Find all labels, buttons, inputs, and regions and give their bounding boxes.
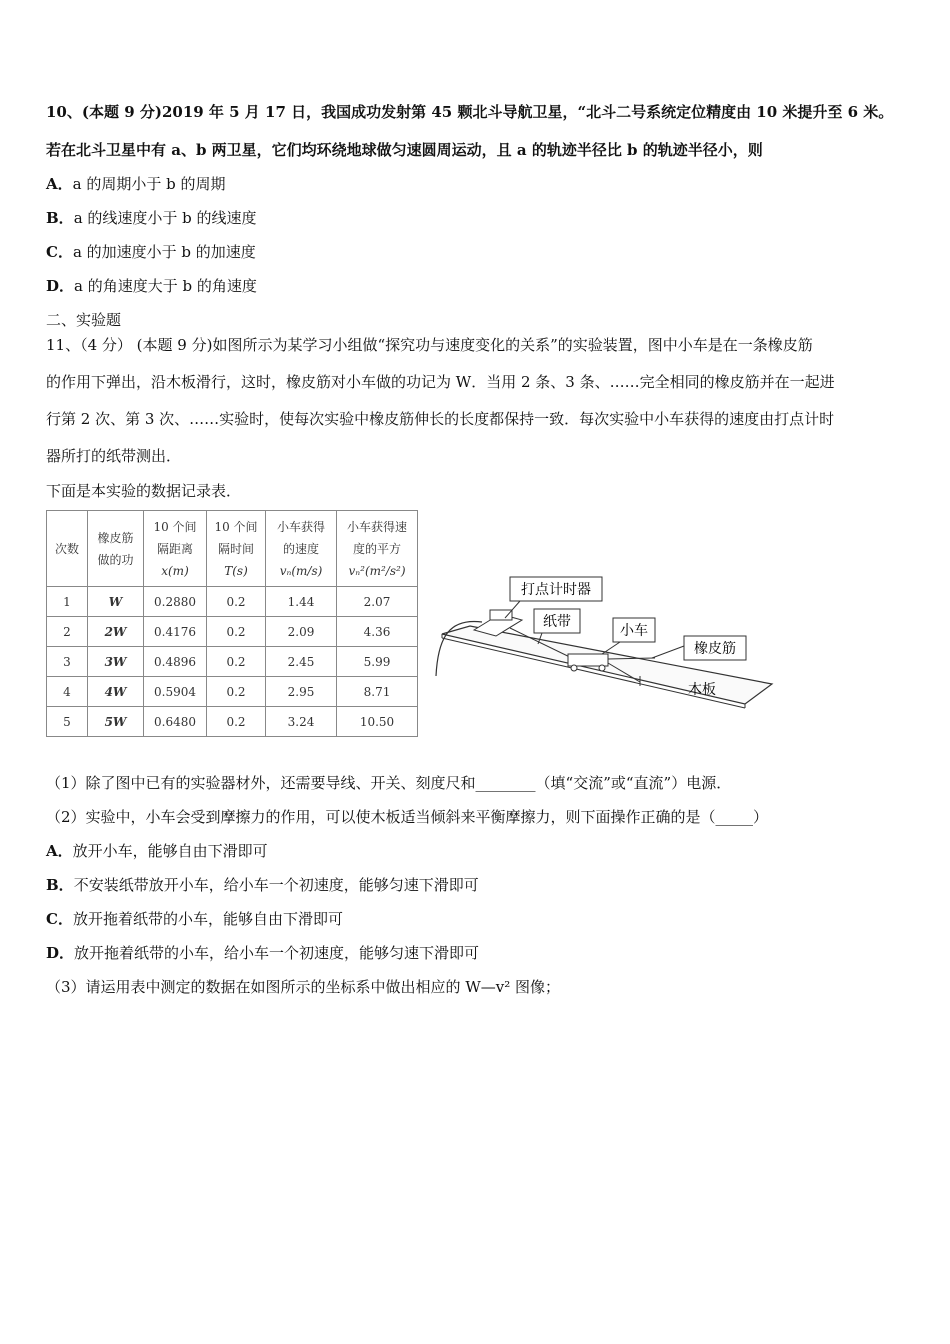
- q11-sub3: （3）请运用表中测定的数据在如图所示的坐标系中做出相应的 W—v² 图像；: [46, 978, 560, 996]
- table-row: [47, 707, 418, 737]
- q11-stem-line4: 器所打的纸带测出．: [46, 447, 182, 465]
- q11-option-b: [46, 875, 479, 895]
- q10-option-d: [46, 276, 257, 296]
- table-cell: 4: [47, 677, 88, 707]
- q11-stem-line1: 11、（4 分） (本题 9 分)如图所示为某学习小组做“探究功与速度变化的关系”的实验装置，图中小车是在一条橡皮筋: [46, 336, 813, 354]
- cart-label: 小车: [620, 623, 648, 639]
- table-cell: 5W: [88, 707, 144, 737]
- table-row: [47, 617, 418, 647]
- table-cell: 2W: [88, 617, 144, 647]
- apparatus-diagram: [430, 566, 780, 716]
- table-cell: 2.09: [266, 617, 337, 647]
- option-text: a 的角速度大于 b 的角速度: [74, 277, 257, 295]
- q10-option-b: [46, 208, 257, 228]
- option-key: D．: [46, 277, 75, 295]
- table-cell: 0.2: [207, 707, 266, 737]
- table-cell: 5: [47, 707, 88, 737]
- table-row: [47, 647, 418, 677]
- q10-stem-line1: 10、(本题 9 分)2019 年 5 月 17 日，我国成功发射第 45 颗北斗导航卫星，“北斗二号系统定位精度由 10 米提升至 6 米。: [46, 103, 894, 121]
- table-cell: 8.71: [337, 677, 418, 707]
- option-text: a 的周期小于 b 的周期: [72, 175, 226, 193]
- table-cell: 3: [47, 647, 88, 677]
- table-cell: 3W: [88, 647, 144, 677]
- table-cell: 2.45: [266, 647, 337, 677]
- q11-option-a: [46, 841, 268, 861]
- timer-label: 打点计时器: [521, 582, 591, 598]
- option-text: 放开拖着纸带的小车，能够自由下滑即可: [72, 910, 343, 928]
- header-cell: 小车获得 的速度 vₙ(m/s): [266, 511, 337, 587]
- header-cell: 次数: [47, 511, 88, 587]
- option-text: 放开小车，能够自由下滑即可: [72, 842, 268, 860]
- q10-option-a: [46, 174, 226, 194]
- table-header-row: [47, 511, 418, 587]
- section-heading: 二、实验题: [46, 311, 122, 329]
- cart-body: [568, 654, 608, 666]
- q11-sub1: （1）除了图中已有的实验器材外，还需要导线、开关、刻度尺和________（填“交流”或“直流”）电源．: [46, 774, 732, 792]
- table-cell: 2: [47, 617, 88, 647]
- header-cell: 10 个间 隔时间 T(s): [207, 511, 266, 587]
- option-text: a 的线速度小于 b 的线速度: [73, 209, 257, 227]
- option-text: 放开拖着纸带的小车，给小车一个初速度，能够匀速下滑即可: [74, 944, 480, 962]
- table-cell: 0.2: [207, 677, 266, 707]
- header-cell: 10 个间 隔距离 x(m): [144, 511, 207, 587]
- table-cell: 1.44: [266, 587, 337, 617]
- board-label: 木板: [688, 682, 716, 698]
- cart-wheel: [599, 665, 605, 671]
- band-label: 橡皮筋: [694, 641, 736, 657]
- header-cell: 橡皮筋 做的功: [88, 511, 144, 587]
- tape-label: 纸带: [543, 614, 571, 630]
- leader-line: [652, 646, 684, 658]
- table-cell: 0.6480: [144, 707, 207, 737]
- option-text: a 的加速度小于 b 的加速度: [72, 243, 256, 261]
- table-cell: 0.5904: [144, 677, 207, 707]
- table-cell: 0.2: [207, 617, 266, 647]
- table-cell: 1: [47, 587, 88, 617]
- table-cell: 3.24: [266, 707, 337, 737]
- option-key: A．: [46, 175, 73, 193]
- q11-stem-line3: 行第 2 次、第 3 次、……实验时，使每次实验中橡皮筋伸长的长度都保持一致．每次实验中小车获得的速度由打点计时: [46, 410, 835, 428]
- data-table: [46, 510, 418, 737]
- table-cell: W: [88, 587, 144, 617]
- q10-stem-line2: 若在北斗卫星中有 a、b 两卫星，它们均环绕地球做匀速圆周运动，且 a 的轨迹半径比 b 的轨迹半径小，则: [46, 141, 763, 159]
- table-intro: 下面是本实验的数据记录表．: [46, 482, 242, 500]
- option-key: D．: [46, 944, 75, 962]
- q10-option-c: [46, 242, 256, 262]
- option-key: A．: [46, 842, 73, 860]
- q11-option-c: [46, 909, 343, 929]
- option-key: B．: [46, 876, 74, 894]
- table-cell: 0.2880: [144, 587, 207, 617]
- q11-sub2: （2）实验中，小车会受到摩擦力的作用，可以使木板适当倾斜来平衡摩擦力，则下面操作正确的是（_____）: [46, 808, 769, 826]
- leader-line: [602, 642, 620, 654]
- table-row: [47, 677, 418, 707]
- timer-top: [490, 610, 512, 620]
- header-cell: 小车获得速 度的平方 vₙ²(m²/s²): [337, 511, 418, 587]
- table-cell: 2.07: [337, 587, 418, 617]
- table-cell: 0.2: [207, 647, 266, 677]
- q11-option-d: [46, 943, 479, 963]
- table-cell: 5.99: [337, 647, 418, 677]
- table-cell: 0.4896: [144, 647, 207, 677]
- table-cell: 4.36: [337, 617, 418, 647]
- table-cell: 2.95: [266, 677, 337, 707]
- option-key: C．: [46, 910, 73, 928]
- cart-wheel: [571, 665, 577, 671]
- table-cell: 4W: [88, 677, 144, 707]
- option-key: C．: [46, 243, 73, 261]
- option-text: 不安装纸带放开小车，给小车一个初速度，能够匀速下滑即可: [73, 876, 479, 894]
- table-cell: 0.2: [207, 587, 266, 617]
- option-key: B．: [46, 209, 74, 227]
- table-cell: 0.4176: [144, 617, 207, 647]
- q11-stem-line2: 的作用下弹出，沿木板滑行，这时，橡皮筋对小车做的功记为 W．当用 2 条、3 条、……完全相同的橡皮筋并在一起进: [46, 373, 835, 391]
- table-cell: 10.50: [337, 707, 418, 737]
- table-row: [47, 587, 418, 617]
